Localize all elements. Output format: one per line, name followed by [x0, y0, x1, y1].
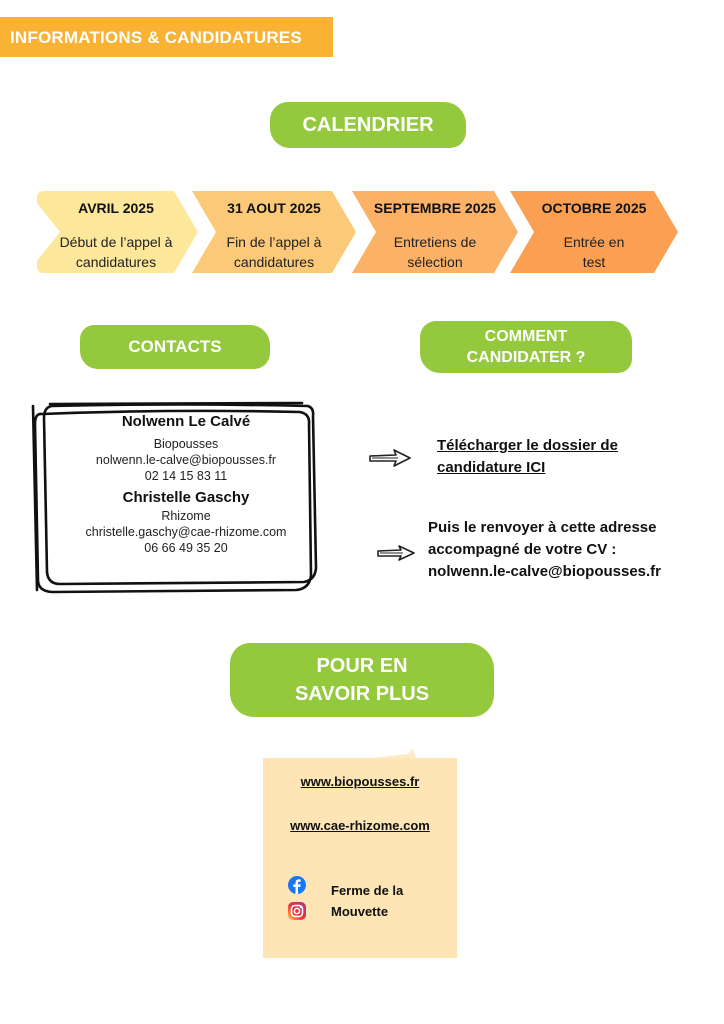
more-info-heading — [230, 643, 494, 717]
instagram-icon[interactable] — [288, 902, 306, 920]
apply-title-line2: CANDIDATER ? — [466, 349, 586, 366]
biopousses-link[interactable]: www.biopousses.fr — [300, 774, 420, 789]
step-date: 31 AOUT 2025 — [227, 200, 321, 216]
step-date: AVRIL 2025 — [78, 200, 154, 216]
rhizome-link[interactable]: www.cae-rhizome.com — [290, 818, 430, 833]
contact-org: Rhizome — [161, 509, 211, 523]
hand-arrow-icon — [368, 448, 412, 468]
step-date: SEPTEMBRE 2025 — [373, 200, 497, 216]
contacts-heading — [80, 325, 270, 369]
step-description: Entretiens de sélection — [393, 234, 477, 270]
contact-name: Christelle Gaschy — [122, 489, 250, 506]
apply-title-line1: COMMENT — [484, 328, 568, 345]
farm-name[interactable]: Ferme de la Mouvette — [331, 883, 404, 919]
contact-card — [30, 400, 320, 596]
timeline-step-4 — [510, 191, 678, 273]
hand-arrow-icon — [376, 544, 416, 562]
contact-phone: 02 14 15 83 11 — [144, 469, 228, 483]
step-description: Fin de l’appel à candidatures — [226, 234, 322, 270]
facebook-icon[interactable] — [288, 876, 306, 894]
step-date: OCTOBRE 2025 — [541, 200, 647, 216]
contacts-title: CONTACTS — [128, 337, 222, 356]
timeline-step-3 — [352, 191, 518, 273]
step-description: Entrée en test — [563, 234, 625, 270]
header-banner — [0, 17, 333, 57]
timeline-step-2 — [192, 191, 356, 273]
contact-email[interactable]: nolwenn.le-calve@biopousses.fr — [95, 453, 277, 467]
timeline-step-1 — [34, 191, 198, 273]
send-instructions: Puis le renvoyer à cette adresse accompagné de votre CV : nolwenn.le-calve@biopousses.fr — [428, 517, 661, 583]
contact-email[interactable]: christelle.gaschy@cae-rhizome.com — [85, 525, 287, 539]
step-description: Début de l’appel à candidatures — [59, 234, 173, 270]
header-title: INFORMATIONS & CANDIDATURES — [10, 28, 302, 47]
more-title-line1: POUR EN — [316, 655, 408, 677]
contact-details — [66, 412, 306, 556]
contact-phone: 06 66 49 35 20 — [144, 541, 228, 555]
download-link[interactable]: Télécharger le dossier de candidature ICI — [437, 437, 618, 476]
contact-org: Biopousses — [153, 437, 219, 451]
contact-name: Nolwenn Le Calvé — [121, 413, 251, 430]
calendar-heading — [270, 102, 466, 148]
more-title-line2: SAVOIR PLUS — [294, 683, 430, 705]
calendar-title: CALENDRIER — [302, 113, 434, 136]
apply-heading — [420, 321, 632, 373]
application-email[interactable]: nolwenn.le-calve@biopousses.fr — [428, 563, 662, 580]
